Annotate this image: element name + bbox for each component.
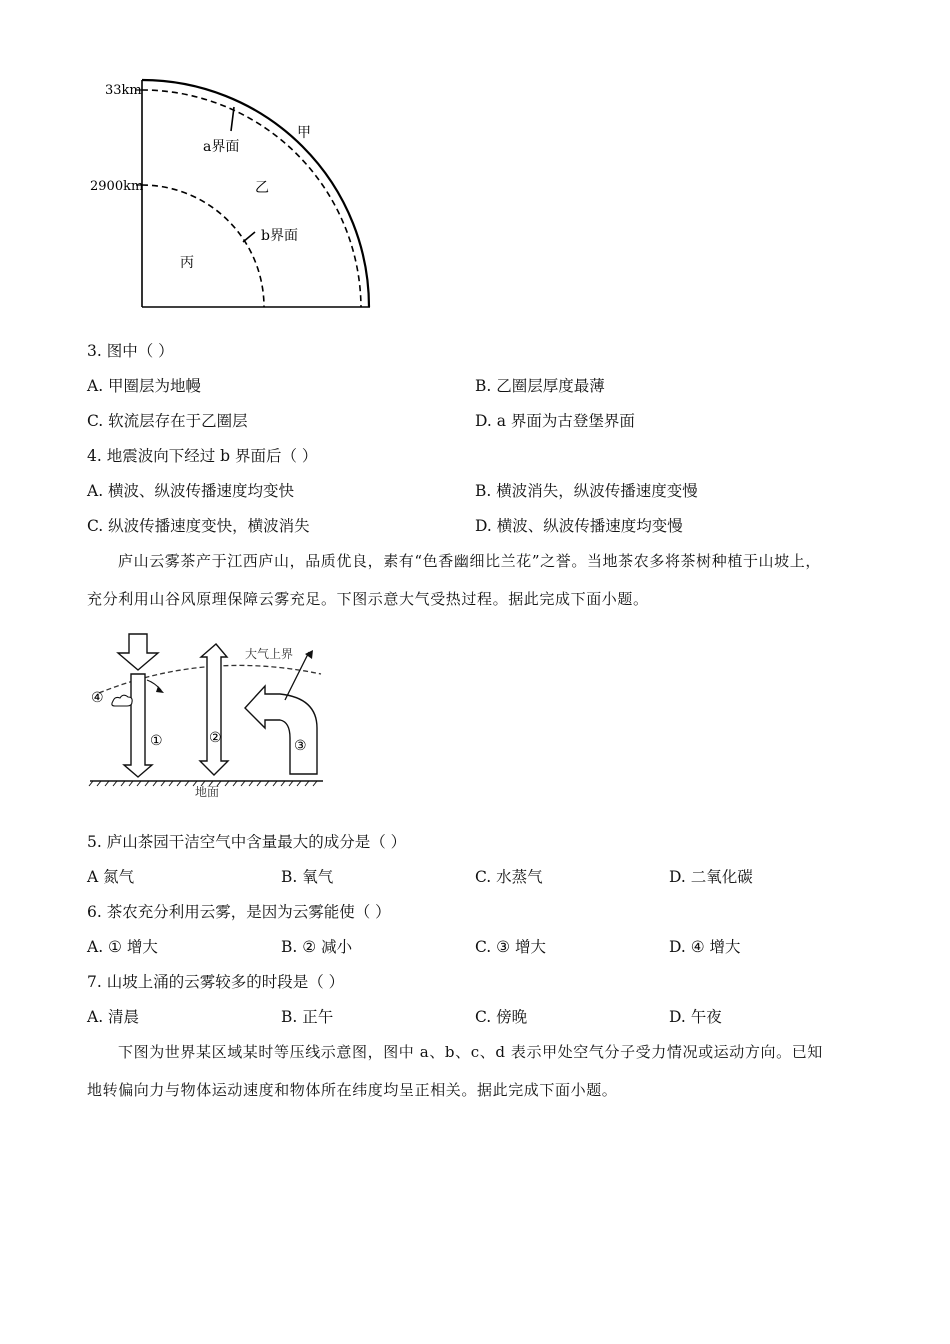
layer-jia-label: 甲: [297, 125, 311, 141]
q5-option-c[interactable]: C. 水蒸气: [475, 868, 543, 886]
q5-option-d[interactable]: D. 二氧化碳: [669, 868, 753, 886]
interface-b-label: b界面: [261, 228, 298, 244]
q5-option-b[interactable]: B. 氧气: [281, 868, 334, 886]
q7-option-c[interactable]: C. 傍晚: [475, 1008, 528, 1026]
q4-option-a[interactable]: A. 横波、纵波传播速度均变快: [87, 482, 295, 500]
atmosphere-heating-diagram: [85, 628, 340, 803]
passage-1-line-2: 充分利用山谷风原理保障云雾充足。下图示意大气受热过程。据此完成下面小题。: [87, 590, 649, 608]
q3-option-a[interactable]: A. 甲圈层为地幔: [87, 377, 202, 395]
depth-33km-label: 33km: [105, 83, 142, 98]
passage-1-line-1: 庐山云雾茶产于江西庐山，品质优良，素有“色香幽细比兰花”之誉。当地茶农多将茶树种植于山坡上，: [118, 552, 821, 570]
passage-2-line-1: 下图为世界某区域某时等压线示意图，图中 a、b、c、d 表示甲处空气分子受力情况或运动方向。已知: [118, 1043, 823, 1061]
q5-option-a[interactable]: A 氮气: [87, 868, 135, 886]
question-6-stem: 6. 茶农充分利用云雾，是因为云雾能使（ ）: [87, 903, 391, 921]
q6-option-d[interactable]: D. ④ 增大: [669, 938, 741, 956]
q7-option-d[interactable]: D. 午夜: [669, 1008, 722, 1026]
arrow-4-label: ④: [91, 690, 104, 706]
q7-option-a[interactable]: A. 清晨: [87, 1008, 140, 1026]
depth-2900km-label: 2900km: [90, 179, 144, 194]
q4-option-c[interactable]: C. 纵波传播速度变快，横波消失: [87, 517, 310, 535]
q3-option-d[interactable]: D. a 界面为古登堡界面: [475, 412, 635, 430]
question-7-stem: 7. 山坡上涌的云雾较多的时段是（ ）: [87, 973, 345, 991]
question-4-stem: 4. 地震波向下经过 b 界面后（ ）: [87, 447, 318, 465]
layer-yi-label: 乙: [255, 180, 269, 196]
arrow-2-label: ②: [209, 730, 222, 746]
q6-option-b[interactable]: B. ② 减小: [281, 938, 353, 956]
layer-bing-label: 丙: [180, 255, 194, 271]
q6-option-c[interactable]: C. ③ 增大: [475, 938, 546, 956]
arrow-1-label: ①: [150, 733, 163, 749]
q3-option-b[interactable]: B. 乙圈层厚度最薄: [475, 377, 605, 395]
q4-option-b[interactable]: B. 横波消失，纵波传播速度变慢: [475, 482, 698, 500]
interface-a-label: a界面: [203, 139, 240, 155]
question-3-stem: 3. 图中（ ）: [87, 342, 174, 360]
cloud-icon: [112, 695, 132, 706]
q7-option-b[interactable]: B. 正午: [281, 1008, 334, 1026]
arrow-3-label: ③: [294, 738, 307, 754]
q4-option-d[interactable]: D. 横波、纵波传播速度均变慢: [475, 517, 683, 535]
question-5-stem: 5. 庐山茶园干洁空气中含量最大的成分是（ ）: [87, 833, 407, 851]
atmosphere-top-label: 大气上界: [245, 647, 294, 661]
q6-option-a[interactable]: A. ① 增大: [87, 938, 158, 956]
earth-layers-diagram: [85, 70, 385, 315]
ground-label: 地面: [195, 785, 220, 799]
q3-option-c[interactable]: C. 软流层存在于乙圈层: [87, 412, 248, 430]
passage-2-line-2: 地转偏向力与物体运动速度和物体所在纬度均呈正相关。据此完成下面小题。: [87, 1081, 618, 1099]
